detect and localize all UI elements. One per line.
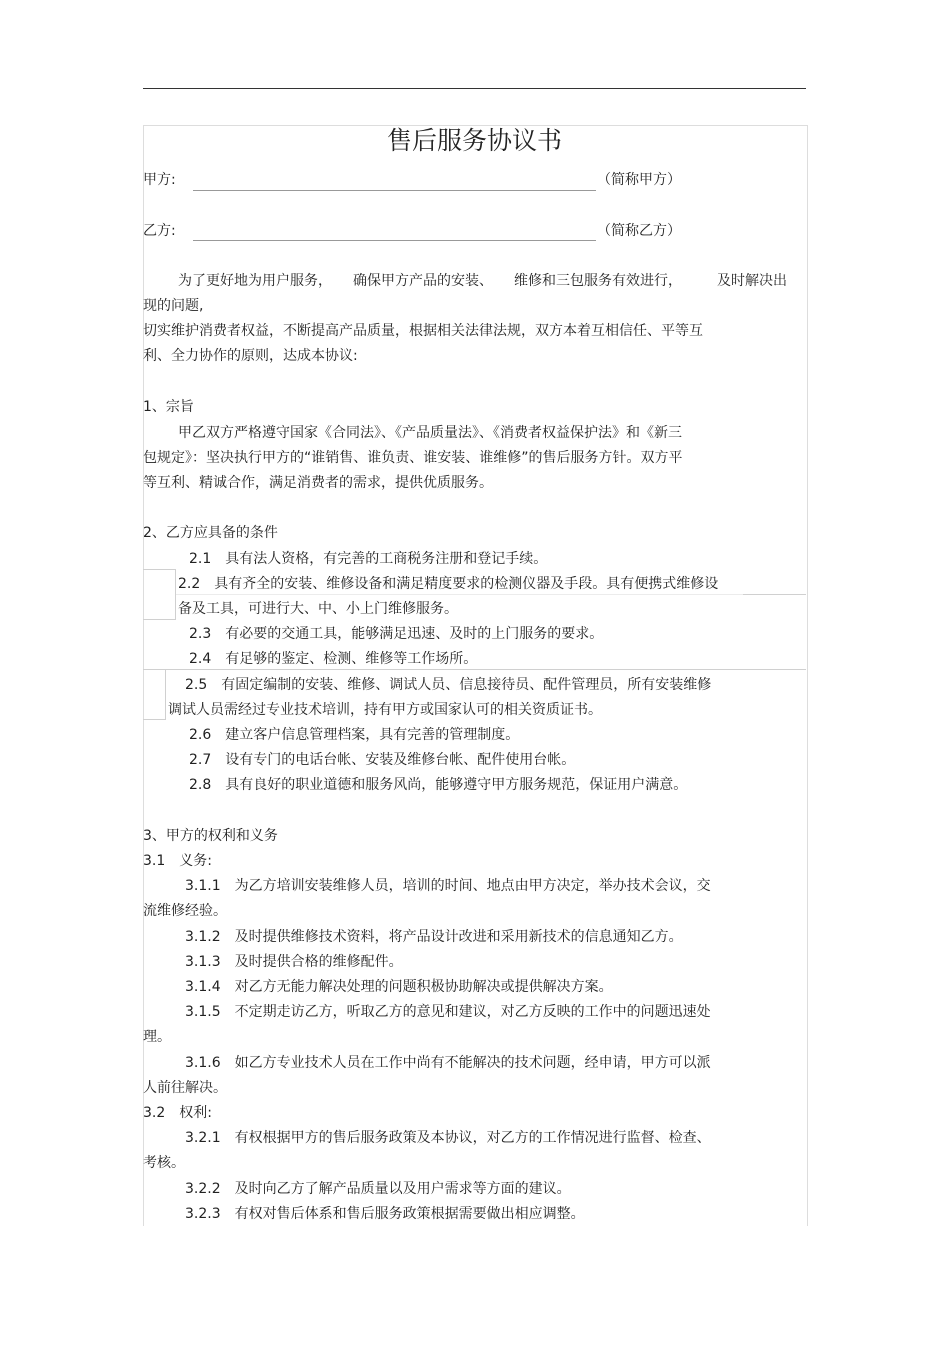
party-a-blank — [193, 190, 596, 191]
frame-line — [143, 669, 806, 670]
party-b-label: 乙方: — [143, 223, 176, 239]
right-line: 考核。 — [143, 1155, 185, 1171]
right-line: 3.2.2 及时向乙方了解产品质量以及用户需求等方面的建议。 — [185, 1181, 571, 1197]
condition-item: 2.6 建立客户信息管理档案，具有完善的管理制度。 — [189, 727, 520, 743]
party-a-suffix: （简称甲方） — [597, 172, 681, 188]
frame-line — [743, 594, 806, 595]
section-heading: 1、宗旨 — [143, 399, 194, 415]
right-line: 3.2.1 有权根据甲方的售后服务政策及本协议，对乙方的工作情况进行监督、检查、 — [185, 1130, 711, 1146]
duty-line: 3.1.5 不定期走访乙方，听取乙方的意见和建议，对乙方反映的工作中的问题迅速处 — [185, 1004, 711, 1020]
frame-line — [143, 569, 176, 570]
subsection-heading: 3.1 义务: — [143, 853, 212, 869]
section-line: 包规定》：坚决执行甲方的“谁销售、谁负责、谁安装、谁维修”的售后服务方针。双方平 — [143, 450, 683, 466]
intro-line: 切实维护消费者权益，不断提高产品质量，根据相关法律法规，双方本着互相信任、平等互 — [143, 323, 703, 339]
duty-line: 3.1.2 及时提供维修技术资料，将产品设计改进和采用新技术的信息通知乙方。 — [185, 929, 683, 945]
party-b-suffix: （简称乙方） — [597, 223, 681, 239]
section-line: 甲乙双方严格遵守国家《合同法》、《产品质量法》、《消费者权益保护法》和《新三 — [178, 425, 682, 441]
subsection-heading: 3.2 权利: — [143, 1105, 212, 1121]
condition-item: 2.4 有足够的鉴定、检测、维修等工作场所。 — [189, 651, 478, 667]
condition-item: 2.7 设有专门的电话台帐、安装及维修台帐、配件使用台帐。 — [189, 752, 576, 768]
duty-line: 3.1.4 对乙方无能力解决处理的问题积极协助解决或提供解决方案。 — [185, 979, 613, 995]
condition-item: 2.5 有固定编制的安装、维修、调试人员、信息接待员、配件管理员，所有安装维修 — [185, 677, 712, 693]
intro-line: 利、全力协作的原则，达成本协议: — [143, 348, 358, 364]
condition-item: 2.3 有必要的交通工具，能够满足迅速、及时的上门服务的要求。 — [189, 626, 604, 642]
section-line: 等互利、精诚合作，满足消费者的需求，提供优质服务。 — [143, 475, 493, 491]
duty-line: 流维修经验。 — [143, 903, 227, 919]
duty-line: 3.1.6 如乙方专业技术人员在工作中尚有不能解决的技术问题，经申请，甲方可以派 — [185, 1055, 711, 1071]
condition-item: 2.2 具有齐全的安装、维修设备和满足精度要求的检测仪器及手段。具有便携式维修设 — [178, 576, 719, 592]
duty-line: 3.1.1 为乙方培训安装维修人员，培训的时间、地点由甲方决定，举办技术会议，交 — [185, 878, 711, 894]
section-heading: 3、甲方的权利和义务 — [143, 828, 278, 844]
frame-line — [143, 719, 166, 720]
frame-line — [143, 619, 176, 620]
duty-line: 3.1.3 及时提供合格的维修配件。 — [185, 954, 403, 970]
condition-item: 2.8 具有良好的职业道德和服务风尚，能够遵守甲方服务规范，保证用户满意。 — [189, 777, 688, 793]
intro-line: 现的问题, — [143, 298, 204, 314]
condition-item: 2.1 具有法人资格，有完善的工商税务注册和登记手续。 — [189, 551, 548, 567]
document-title: 售后服务协议书 — [386, 126, 562, 155]
duty-line: 理。 — [143, 1029, 171, 1045]
party-a-label: 甲方: — [143, 172, 176, 188]
frame-line — [165, 669, 166, 720]
duty-line: 人前往解决。 — [143, 1080, 227, 1096]
condition-item: 备及工具，可进行大、中、小上门维修服务。 — [178, 601, 458, 617]
section-heading: 2、乙方应具备的条件 — [143, 525, 278, 541]
intro-line: 为了更好地为用户服务， 确保甲方产品的安装、 维修和三包服务有效进行， 及时解决出 — [178, 273, 787, 289]
party-b-blank — [193, 240, 596, 241]
condition-item: 调试人员需经过专业技术培训，持有甲方或国家认可的相关资质证书。 — [168, 702, 602, 718]
frame-line — [176, 594, 743, 595]
right-line: 3.2.3 有权对售后体系和售后服务政策根据需要做出相应调整。 — [185, 1206, 585, 1222]
header-rule — [143, 88, 806, 89]
